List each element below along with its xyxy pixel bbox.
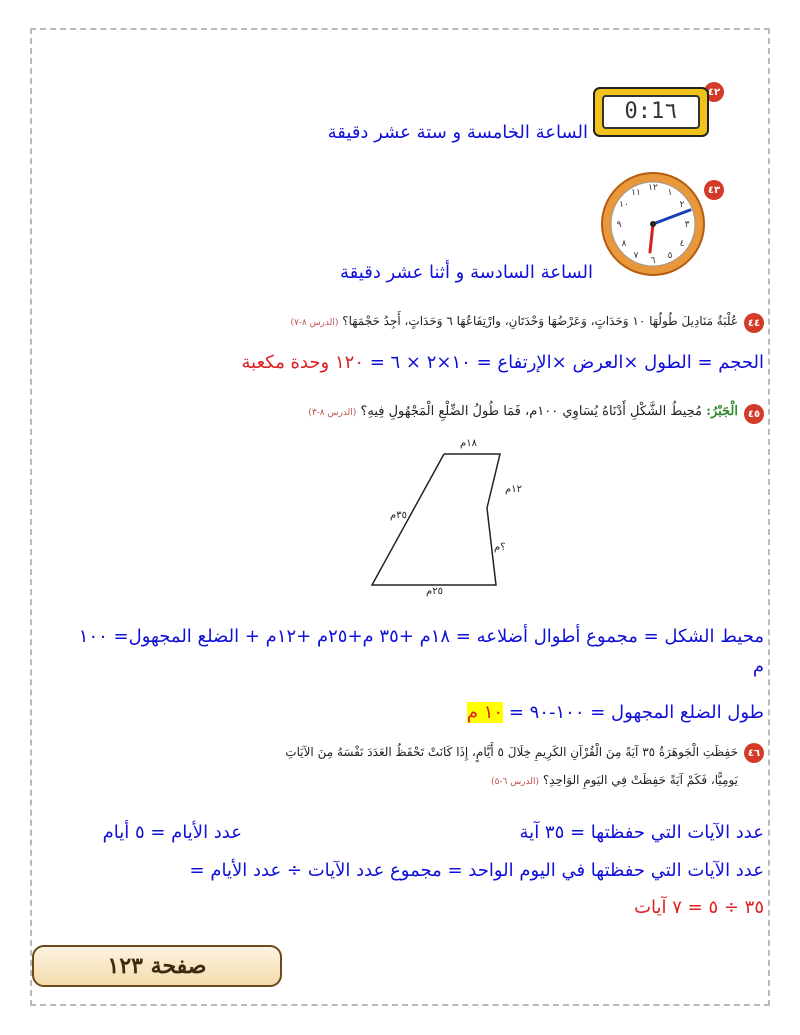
- svg-text:١١: ١١: [631, 188, 641, 198]
- svg-text:٢: ٢: [679, 200, 685, 210]
- answer-45-result: ١٠ م: [466, 702, 504, 723]
- answer-45-perimeter: محيط الشكل = مجموع أطوال أضلاعه = ١٨م +٣٥ م+٢٥م +١٢م + الضلع المجهول= ١٠٠ م: [78, 626, 764, 677]
- clock-display: 0:1٦: [624, 99, 678, 124]
- question-number-46: ٤٦: [744, 743, 764, 763]
- page-number-box: [32, 945, 282, 987]
- svg-text:٨: ٨: [621, 239, 627, 249]
- question-number-45: ٤٥: [744, 404, 764, 424]
- answer-46-ayat: عدد الآيات التي حفظتها = ٣٥ آية: [519, 822, 764, 843]
- svg-text:٣: ٣: [684, 220, 690, 230]
- svg-text:١: ١: [667, 188, 673, 198]
- answer-43: الساعة السادسة و أثنا عشر دقيقة: [340, 262, 593, 283]
- algebra-label: الْجَبْرُ:: [706, 404, 738, 419]
- answer-44-result: ١٢٠ وحدة مكعبة: [241, 352, 364, 373]
- svg-text:٤: ٤: [679, 239, 685, 249]
- answer-46-days: عدد الأيام = ٥ أيام: [102, 822, 242, 843]
- lesson-ref-46: (الدرس ٦-٥): [491, 777, 539, 787]
- side-label-unknown: ؟م: [494, 542, 506, 553]
- question-46-line2: [491, 773, 738, 787]
- question-45-text: [308, 404, 738, 419]
- lesson-ref-45: (الدرس ٨-٣): [308, 408, 357, 418]
- question-46-body: يَومِيًّا، فَكَمْ آيَةً حَفِظَتْ فِي اليَومِ الوَاحِدِ؟: [542, 773, 738, 787]
- side-label-left: ٣٥م: [390, 510, 407, 521]
- question-45-body: مُحِيطُ الشَّكْلِ أَدْنَاهُ يُسَاوِي ١٠٠م، فَمَا طُولُ الضِّلْعِ الْمَجْهُولِ فِيهِ؟: [360, 404, 702, 419]
- lesson-ref-44: (الدرس ٨-٧): [290, 318, 339, 328]
- answer-45-calc: طول الضلع المجهول = ١٠٠-٩٠ =: [503, 702, 764, 723]
- question-44-text: [290, 314, 738, 328]
- answer-45-unknown-side: [467, 702, 764, 723]
- side-label-bottom: ٢٥م: [426, 586, 443, 597]
- question-46-line1: حَفِظَتِ الْجَوهَرَةُ ٣٥ آيَةً مِنَ الْقُرْآنِ الكَرِيمِ خِلَالَ ٥ أَيَّامٍ، إِذَا كَانَتْ تَحْفَظُ العَدَدَ نَفْسَهُ مِنَ الآيَاتِ: [285, 745, 738, 759]
- svg-text:٥: ٥: [667, 251, 673, 261]
- digital-clock-icon: [592, 86, 710, 138]
- analog-clock-icon: [598, 170, 708, 278]
- answer-42: الساعة الخامسة و ستة عشر دقيقة: [327, 122, 588, 143]
- question-number-44: ٤٤: [744, 313, 764, 333]
- side-label-top: ١٨م: [460, 438, 477, 449]
- answer-44-formula: الحجم = الطول ×العرض ×الإرتفاع = ١٠×٢ × ٦ =: [364, 352, 764, 373]
- svg-text:١٠: ١٠: [619, 200, 629, 210]
- question-number-43: ٤٣: [704, 180, 724, 200]
- svg-text:١٢: ١٢: [648, 183, 658, 193]
- answer-46-formula: عدد الآيات التي حفظتها في اليوم الواحد = مجموع عدد الآيات ÷ عدد الأيام =: [189, 860, 764, 881]
- page-number-label: صفحة ١٢٣: [107, 953, 207, 979]
- svg-text:٧: ٧: [633, 251, 639, 261]
- question-number-42: ٤٢: [704, 82, 724, 102]
- answer-44: [241, 352, 764, 373]
- side-label-upper-right: ١٢م: [505, 484, 522, 495]
- answer-46-result: ٣٥ ÷ ٥ = ٧ آيات: [634, 897, 764, 918]
- question-44-body: عُلْبَةُ مَنَادِيلَ طُولُهَا ١٠ وَحَدَاتٍ، وَعَرْضُهَا وَحْدَتَانِ، وارْتِفَاعُهَا ٦ وَحَدَاتٍ، أَجِدُ حَجْمَهَا؟: [342, 314, 738, 328]
- svg-text:٦: ٦: [650, 256, 656, 266]
- polygon-diagram: [360, 438, 560, 604]
- svg-text:٩: ٩: [616, 220, 622, 230]
